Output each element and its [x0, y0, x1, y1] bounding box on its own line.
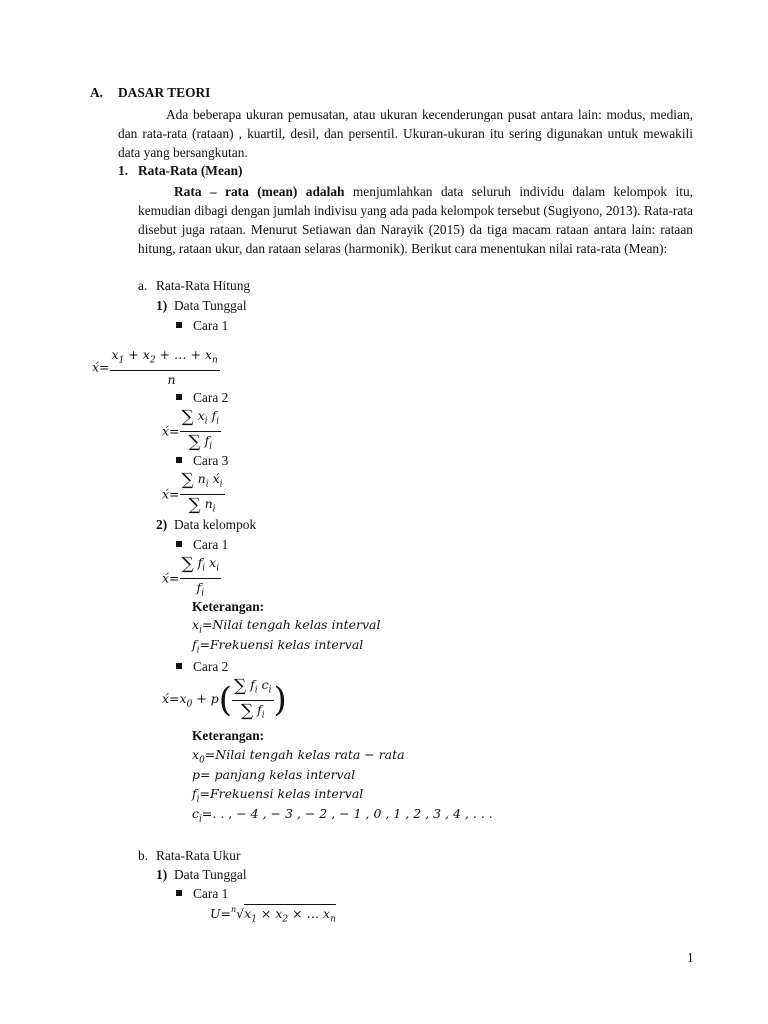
cara-label: Cara 1 — [193, 886, 229, 901]
mean-definition-text: menjumlahkan data seluruh individu dalam kelompok itu, kemudian dibagi dengan jumlah indivisu yang ada pada kelompok tersebut (Sugiyono, 2013). Rata-rata disebut juga rataan. Menurut Setiawan dan Narayik (2015) da tiga macam rataan antara lain: rataan hitung, rataan ukur, dan rataan selaras (harmonik). Berikut cara menentukan nilai rata-rata (Mean): — [138, 184, 693, 256]
mean-definition-term: Rata – rata (mean) adalah — [174, 184, 345, 199]
bullet-icon — [176, 394, 182, 400]
heading-rata-ukur: Rata-Rata Ukur — [156, 848, 241, 863]
formula-mean-cara2: x́= $\frac{\sum x_i f_i}{\sum f_i}$ — [162, 407, 220, 452]
section-title: DASAR TEORI — [118, 85, 211, 100]
cara-2-item — [176, 659, 228, 675]
section-label: A. — [90, 85, 104, 100]
bullet-icon — [176, 663, 182, 669]
formula-mean-cara1: x́= $\frac{x_1 + x_2 + \dots + x_n}{n}$ — [92, 347, 218, 387]
formula-kelompok-cara2: $x́=x_0 + p$( $\frac{\sum f_i c_i}{\sum f_i}$ ) — [162, 676, 287, 721]
cara-label: Cara 3 — [193, 453, 229, 468]
formula-mean-cara3: x́= $\frac{\sum n_i x́_i}{\sum n_i}$ — [162, 470, 223, 515]
list-label: 1) — [156, 867, 168, 882]
heading-data-tunggal: Data Tunggal — [174, 867, 247, 882]
keterangan-line: $c_i=$. . , − 4 , − 3 , − 2 , − 1 , 0 , 1 , 2 , 3 , 4 , . . . — [192, 806, 493, 825]
bullet-icon — [176, 541, 182, 547]
heading-data-tunggal: Data Tunggal — [174, 298, 247, 313]
keterangan-line: p= panjang kelas interval — [192, 767, 356, 782]
cara-label: Cara 1 — [193, 318, 229, 333]
heading-rata-hitung: Rata-Rata Hitung — [156, 278, 251, 293]
bullet-icon — [176, 322, 182, 328]
mean-paragraph — [138, 182, 693, 258]
cara-2-item — [176, 390, 228, 406]
cara-label: Cara 2 — [193, 659, 229, 674]
cara-label: Cara 1 — [193, 537, 229, 552]
heading-data-kelompok: Data kelompok — [174, 517, 257, 532]
page-number: 1 — [687, 950, 694, 965]
bullet-icon — [176, 890, 182, 896]
formula-kelompok-cara1: x́= $\frac{\sum f_i x_i}{f_i}$ — [162, 554, 220, 598]
intro-paragraph: Ada beberapa ukuran pemusatan, atau ukuran kecenderungan pusat antara lain: modus, median, dan rata-rata (rataan) , kuartil, desil, dan persentil. Ukuran-ukuran itu sering digunakan untuk mewakili data yang bersangkutan. — [118, 107, 693, 160]
cara-1-item — [176, 537, 228, 553]
cara-3-item — [176, 453, 228, 469]
cara-1-item — [176, 318, 228, 334]
bullet-icon — [176, 457, 182, 463]
keterangan-line: $f_i=Frekuensi$ kelas interval — [192, 786, 364, 805]
cara-label: Cara 2 — [193, 390, 229, 405]
list-label: 1) — [156, 298, 168, 313]
subsection-label: 1. — [118, 163, 129, 178]
cara-1-item — [176, 886, 228, 902]
list-label: 2) — [156, 517, 168, 532]
subsection-title: Rata-Rata (Mean) — [138, 163, 243, 178]
keterangan-title: Keterangan: — [192, 728, 265, 743]
keterangan-line: $x_i=Nilai$ tengah kelas interval — [192, 617, 381, 636]
list-label: a. — [138, 278, 148, 293]
keterangan-line: $f_i=Frekuensi$ kelas interval — [192, 637, 364, 656]
list-label: b. — [138, 848, 149, 863]
formula-ukur-cara1: $U=^n√x_1 \times x_2$ × … $x_n$ — [210, 905, 336, 925]
keterangan-line: $x_0=Nilai$ tengah kelas rata − rata — [192, 747, 405, 766]
keterangan-title: Keterangan: — [192, 599, 265, 614]
